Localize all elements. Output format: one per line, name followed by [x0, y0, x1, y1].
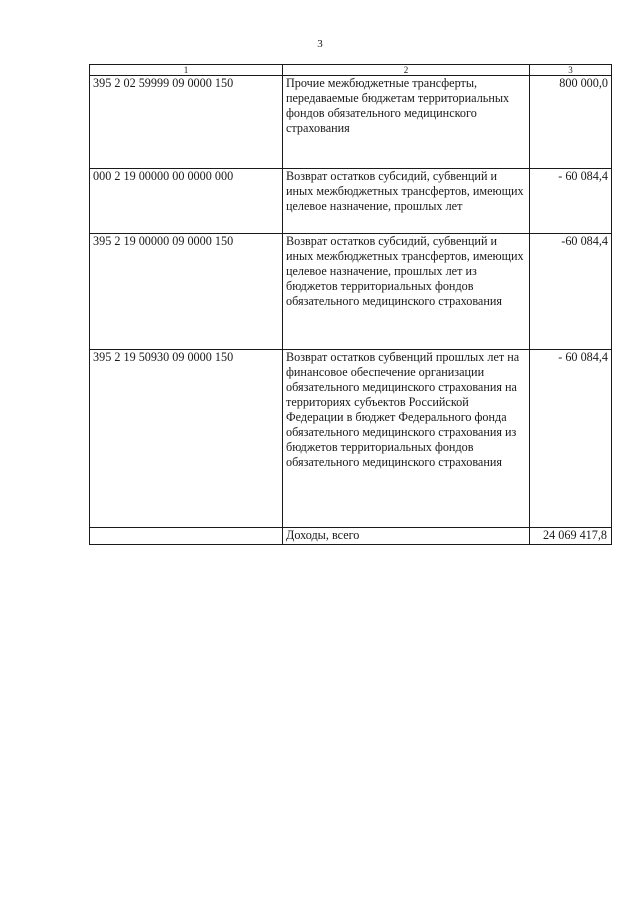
table-row: [90, 350, 612, 528]
total-amount: 24 069 417,8: [530, 528, 612, 545]
revenue-name: Прочие межбюджетные трансферты, передаваемые бюджетам территориальных фондов обязательного медицинского страхования: [283, 76, 530, 169]
budget-code: 395 2 19 00000 09 0000 150: [90, 234, 283, 350]
budget-code: 395 2 19 50930 09 0000 150: [90, 350, 283, 528]
table-row: [90, 76, 612, 169]
budget-code: 000 2 19 00000 00 0000 000: [90, 169, 283, 234]
total-label: Доходы, всего: [283, 528, 530, 545]
revenue-amount: - 60 084,4: [530, 169, 612, 234]
revenue-name: Возврат остатков субвенций прошлых лет на финансовое обеспечение организации обязательного медицинского страхования на территориях субъектов Российской Федерации в бюджет Федерального фонда обязательного медицинского страхования из бюджетов территориальных фондов обязательного медицинского страхования: [283, 350, 530, 528]
revenue-amount: -60 084,4: [530, 234, 612, 350]
column-header-amount: 3: [530, 65, 612, 76]
column-header-code: 1: [90, 65, 283, 76]
revenue-name: Возврат остатков субсидий, субвенций и иных межбюджетных трансфертов, имеющих целевое назначение, прошлых лет: [283, 169, 530, 234]
revenue-amount: 800 000,0: [530, 76, 612, 169]
table-header-row: [90, 65, 612, 76]
table-row: [90, 234, 612, 350]
revenue-name: Возврат остатков субсидий, субвенций и иных межбюджетных трансфертов, имеющих целевое назначение, прошлых лет из бюджетов территориальных фондов обязательного медицинского страхования: [283, 234, 530, 350]
table-row: [90, 169, 612, 234]
budget-code: 395 2 02 59999 09 0000 150: [90, 76, 283, 169]
revenue-amount: - 60 084,4: [530, 350, 612, 528]
page-number: 3: [317, 38, 323, 50]
revenue-table: [89, 64, 612, 545]
column-header-name: 2: [283, 65, 530, 76]
total-row: [90, 528, 612, 545]
total-code: [90, 528, 283, 545]
